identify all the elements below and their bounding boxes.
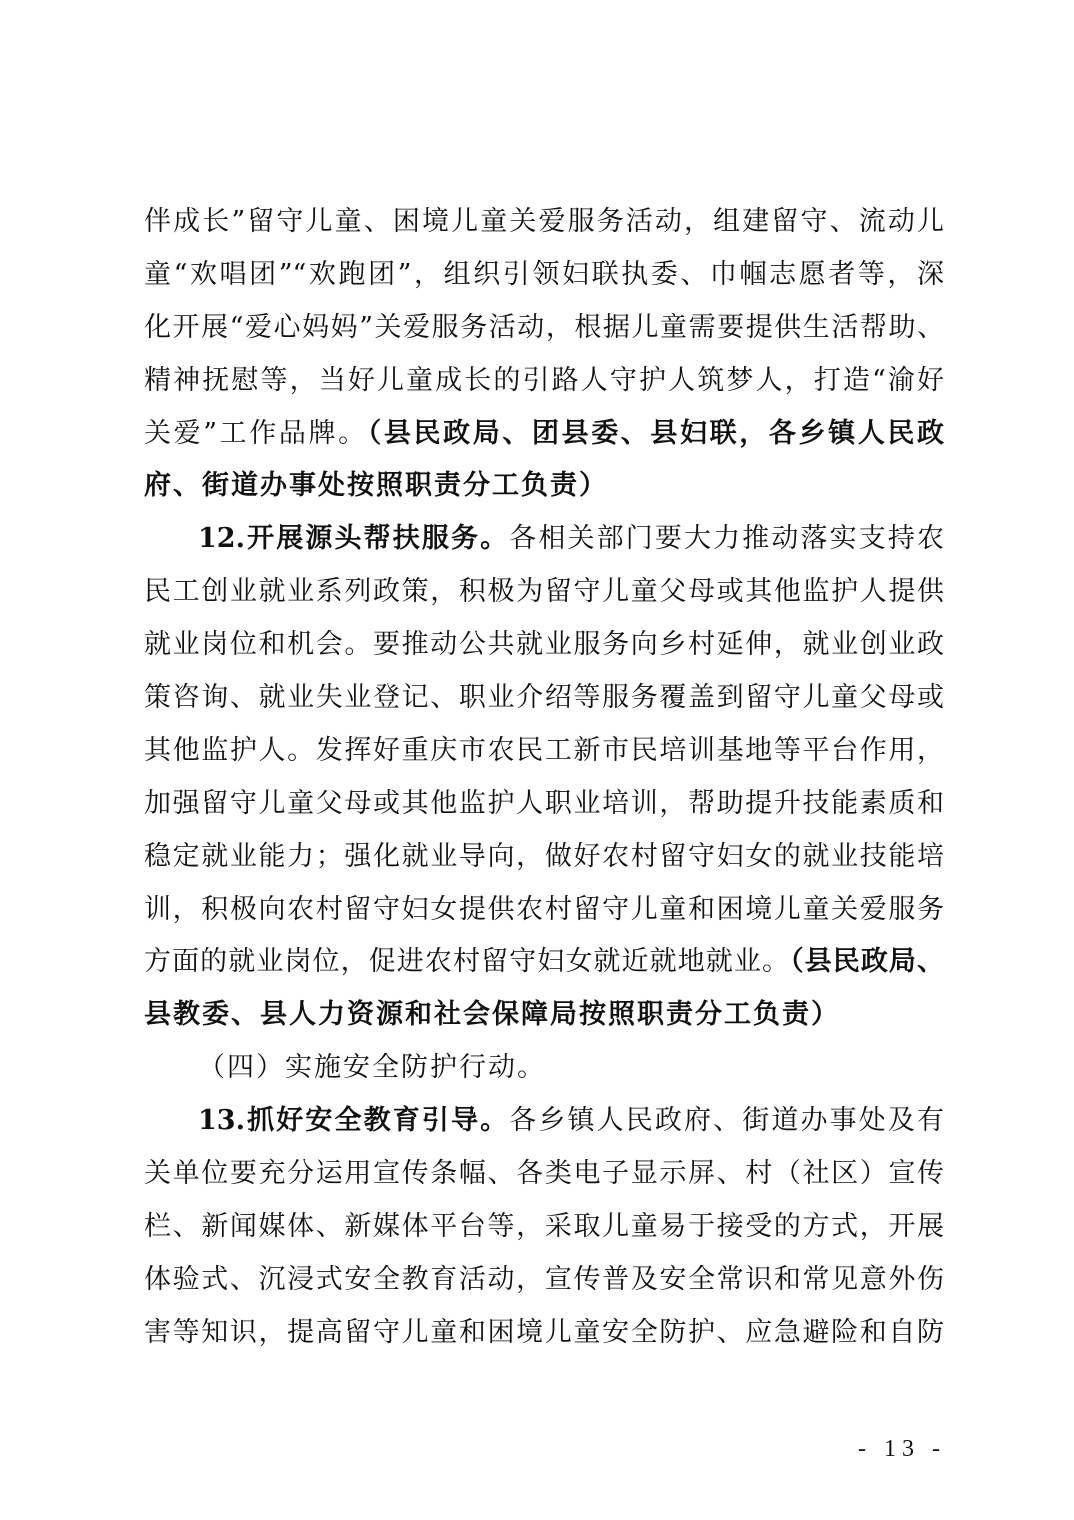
responsibility-text: 县教委、县人力资源和社会保障局按照职责分工负责） <box>144 999 840 1031</box>
text-line-5 <box>144 408 944 461</box>
responsibility-text: （县民政局、团县委、县妇联，各乡镇人民政 <box>367 417 944 449</box>
line-text: 其他监护人。发挥好重庆市农民工新市民培训基地等平台作用， <box>144 734 944 766</box>
line-text: 各乡镇人民政府、街道办事处及有 <box>509 1105 944 1137</box>
text-line-22 <box>144 1307 944 1360</box>
line-text: 稳定就业能力；强化就业导向，做好农村留守妇女的就业技能培 <box>144 840 944 872</box>
line-text: 化开展“爱心妈妈”关爱服务活动，根据儿童需要提供生活帮助、 <box>144 311 944 343</box>
line-text: 童“欢唱团”“欢跑团”，组织引领妇联执委、巾帼志愿者等，深 <box>144 258 944 290</box>
text-line-6 <box>144 460 944 513</box>
text-line-8 <box>144 566 944 619</box>
line-text: 体验式、沉浸式安全教育活动，宣传普及安全常识和常见意外伤 <box>144 1263 944 1295</box>
line-text: 害等知识，提高留守儿童和困境儿童安全防护、应急避险和自防 <box>144 1316 944 1348</box>
item-13-heading-line <box>144 1095 944 1148</box>
line-text: 伴成长”留守儿童、困境儿童关爱服务活动，组建留守、流动儿 <box>144 206 944 237</box>
line-text: 策咨询、就业失业登记、职业介绍等服务覆盖到留守儿童父母或 <box>144 682 944 714</box>
text-line-3 <box>144 302 944 355</box>
text-line-1 <box>144 196 944 249</box>
line-text: 栏、新闻媒体、新媒体平台等，采取儿童易于接受的方式，开展 <box>144 1210 944 1242</box>
text-line-10 <box>144 672 944 725</box>
line-text: 就业岗位和机会。要推动公共就业服务向乡村延伸，就业创业政 <box>144 629 944 661</box>
line-text: 训，积极向农村留守妇女提供农村留守儿童和困境儿童关爱服务 <box>144 893 944 925</box>
line-text: 民工创业就业系列政策，积极为留守儿童父母或其他监护人提供 <box>144 576 944 608</box>
text-line-14 <box>144 884 944 937</box>
line-text: 各相关部门要大力推动落实支持农 <box>509 523 944 555</box>
line-text: 精神抚慰等，当好儿童成长的引路人守护人筑梦人，打造“渝好 <box>144 364 944 396</box>
text-line-16 <box>144 989 944 1042</box>
item-12-title: 12.开展源头帮扶服务。 <box>198 523 510 555</box>
text-line-9 <box>144 619 944 672</box>
text-line-12 <box>144 778 944 831</box>
page-number: - 13 - <box>858 1436 946 1462</box>
text-line-13 <box>144 831 944 884</box>
document-body <box>144 196 944 1360</box>
item-13-title: 13.抓好安全教育引导。 <box>198 1105 510 1137</box>
text-line-15 <box>144 936 944 989</box>
line-text: 方面的就业岗位，促进农村留守妇女就近就地就业。 <box>144 946 791 978</box>
line-text: 关单位要充分运用宣传条幅、各类电子显示屏、村（社区）宣传 <box>144 1158 944 1190</box>
responsibility-text: （县民政局、 <box>790 946 945 978</box>
section-title: （四）实施安全防护行动。 <box>198 1052 546 1084</box>
text-line-21 <box>144 1254 944 1307</box>
text-line-2 <box>144 249 944 302</box>
text-line-20 <box>144 1201 944 1254</box>
line-text: 关爱”工作品牌。 <box>144 417 368 449</box>
responsibility-text: 府、街道办事处按照职责分工负责） <box>144 470 608 502</box>
item-12-heading-line <box>144 513 944 566</box>
section-heading-4 <box>144 1042 944 1095</box>
text-line-11 <box>144 725 944 778</box>
text-line-19 <box>144 1148 944 1201</box>
line-text: 加强留守儿童父母或其他监护人职业培训，帮助提升技能素质和 <box>144 787 944 819</box>
text-line-4 <box>144 355 944 408</box>
